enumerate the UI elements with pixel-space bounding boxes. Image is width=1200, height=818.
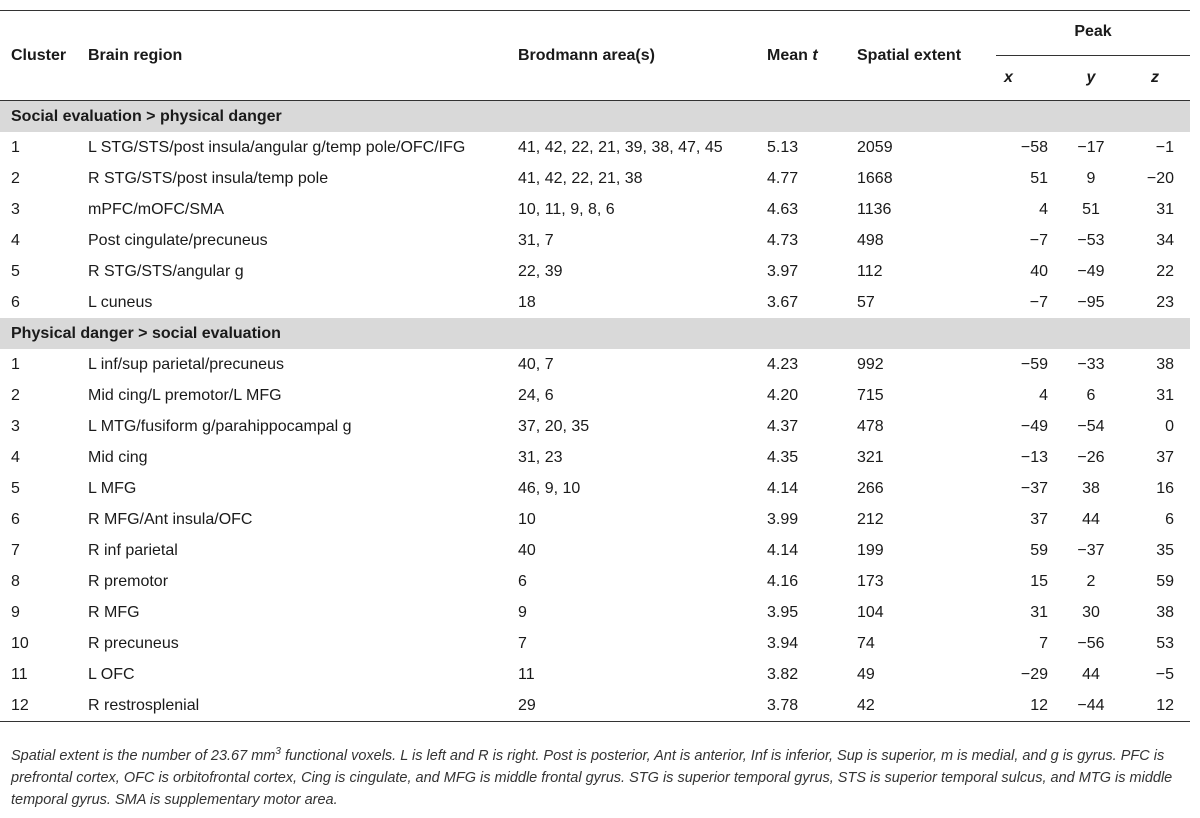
cell-peak-z: 37 bbox=[1156, 448, 1175, 466]
cell-peak-y: 44 bbox=[1082, 510, 1100, 528]
section-title: Social evaluation > physical danger bbox=[0, 101, 1190, 133]
cell-peak-z: 16 bbox=[1156, 479, 1175, 497]
cell-peak-x: 12 bbox=[996, 690, 1062, 722]
cell-peak-x: 4 bbox=[1039, 200, 1048, 218]
cell-peak-x: −29 bbox=[1020, 665, 1048, 683]
cell-peak-z: −20 bbox=[1146, 169, 1175, 187]
cell-mean-t: 4.20 bbox=[767, 386, 799, 404]
header-peak bbox=[996, 11, 1190, 57]
cell-peak-x: −37 bbox=[1020, 479, 1048, 497]
cell-brodmann: 10, 11, 9, 8, 6 bbox=[518, 200, 615, 218]
cell-mean-t: 3.82 bbox=[767, 665, 799, 683]
header-mean-t bbox=[767, 11, 857, 101]
cell-brodmann: 41, 42, 22, 21, 39, 38, 47, 45 bbox=[518, 138, 723, 156]
cell-cluster: 11 bbox=[11, 665, 28, 683]
cell-peak-z: 53 bbox=[1156, 634, 1175, 652]
cell-spatial-extent: 199 bbox=[857, 541, 884, 559]
cell-cluster: 3 bbox=[11, 200, 20, 218]
cell-brodmann: 24, 6 bbox=[518, 386, 554, 404]
cell-cluster: 8 bbox=[11, 572, 20, 590]
cell-mean-t: 4.63 bbox=[767, 200, 799, 218]
cell-peak-x: −49 bbox=[1020, 417, 1048, 435]
cell-peak-x: 4 bbox=[1039, 386, 1048, 404]
cell-brodmann: 29 bbox=[518, 690, 767, 722]
header-spatial-extent: Spatial extent bbox=[857, 46, 962, 64]
cell-cluster: 6 bbox=[11, 293, 20, 311]
cell-brain-region: L inf/sup parietal/precuneus bbox=[88, 355, 284, 373]
header-t-symbol: t bbox=[812, 46, 818, 64]
cell-cluster: 1 bbox=[11, 355, 20, 373]
cell-peak-y: 9 bbox=[1086, 169, 1096, 187]
cell-brodmann: 22, 39 bbox=[518, 262, 563, 280]
table-row bbox=[0, 194, 1190, 225]
cell-brain-region: R inf parietal bbox=[88, 541, 178, 559]
cell-brodmann: 6 bbox=[518, 572, 527, 590]
cell-peak-y: 44 bbox=[1082, 665, 1100, 683]
cell-mean-t: 4.37 bbox=[767, 417, 799, 435]
cell-peak-x: −13 bbox=[1020, 448, 1048, 466]
table-row bbox=[0, 163, 1190, 194]
cell-spatial-extent: 478 bbox=[857, 417, 884, 435]
cell-mean-t: 3.78 bbox=[767, 690, 857, 722]
cell-peak-z: 23 bbox=[1156, 293, 1175, 311]
cell-peak-z: 31 bbox=[1156, 386, 1175, 404]
cell-mean-t: 4.77 bbox=[767, 169, 799, 187]
header-cluster: Cluster bbox=[11, 46, 67, 64]
cell-mean-t: 4.23 bbox=[767, 355, 799, 373]
cell-spatial-extent: 42 bbox=[857, 690, 996, 722]
cell-peak-y: −56 bbox=[1077, 634, 1105, 652]
table-row bbox=[0, 504, 1190, 535]
cell-peak-z: 34 bbox=[1156, 231, 1175, 249]
cell-cluster: 2 bbox=[11, 386, 20, 404]
cell-peak-y: −49 bbox=[1077, 262, 1105, 280]
cell-spatial-extent: 1136 bbox=[857, 200, 892, 218]
cell-peak-y: −53 bbox=[1077, 231, 1105, 249]
table-row bbox=[0, 256, 1190, 287]
header-brain-region: Brain region bbox=[88, 46, 183, 64]
cell-peak-z: 12 bbox=[1120, 690, 1190, 722]
cell-brain-region: L cuneus bbox=[88, 293, 153, 311]
cell-brain-region: L STG/STS/post insula/angular g/temp pole/OFC/IFG bbox=[88, 138, 466, 156]
cell-brodmann: 31, 23 bbox=[518, 448, 563, 466]
footnote-superscript: 3 bbox=[275, 746, 281, 757]
table-row bbox=[0, 597, 1190, 628]
results-table bbox=[0, 10, 1190, 722]
cell-mean-t: 4.14 bbox=[767, 479, 799, 497]
cell-peak-z: 59 bbox=[1156, 572, 1175, 590]
cell-mean-t: 3.95 bbox=[767, 603, 799, 621]
section-row bbox=[0, 318, 1190, 349]
cell-cluster: 5 bbox=[11, 262, 20, 280]
cell-brodmann: 46, 9, 10 bbox=[518, 479, 581, 497]
cell-peak-y: 30 bbox=[1082, 603, 1100, 621]
cell-cluster: 4 bbox=[11, 231, 20, 249]
cell-mean-t: 3.99 bbox=[767, 510, 799, 528]
cell-peak-x: 7 bbox=[1039, 634, 1048, 652]
cell-peak-z: −5 bbox=[1155, 665, 1175, 683]
table-row bbox=[0, 566, 1190, 597]
footnote-text-start: Spatial extent is the number of 23.67 mm bbox=[11, 747, 276, 764]
cell-mean-t: 3.97 bbox=[767, 262, 799, 280]
cell-peak-x: −58 bbox=[1020, 138, 1048, 156]
cell-brain-region: L MTG/fusiform g/parahippocampal g bbox=[88, 417, 352, 435]
cell-peak-z: 6 bbox=[1165, 510, 1175, 528]
table-footnote bbox=[11, 741, 1186, 811]
header-peak-label: Peak bbox=[996, 11, 1190, 56]
cell-peak-z: 38 bbox=[1156, 355, 1175, 373]
cell-brain-region: R STG/STS/angular g bbox=[88, 262, 244, 280]
section-row bbox=[0, 101, 1190, 133]
cell-peak-y: −54 bbox=[1077, 417, 1105, 435]
cell-brain-region: Mid cing/L premotor/L MFG bbox=[88, 386, 282, 404]
cell-brodmann: 7 bbox=[518, 634, 527, 652]
cell-brain-region: R STG/STS/post insula/temp pole bbox=[88, 169, 329, 187]
cell-mean-t: 5.13 bbox=[767, 138, 799, 156]
cell-peak-z: 22 bbox=[1156, 262, 1175, 280]
cell-spatial-extent: 74 bbox=[857, 634, 875, 652]
table-row bbox=[0, 380, 1190, 411]
table-row bbox=[0, 628, 1190, 659]
cell-brain-region: R precuneus bbox=[88, 634, 179, 652]
cell-spatial-extent: 1668 bbox=[857, 169, 893, 187]
cell-peak-z: 31 bbox=[1156, 200, 1175, 218]
cell-brain-region: R restrosplenial bbox=[88, 690, 518, 722]
cell-cluster: 9 bbox=[11, 603, 20, 621]
cell-spatial-extent: 715 bbox=[857, 386, 884, 404]
cell-cluster: 6 bbox=[11, 510, 20, 528]
table-row bbox=[0, 132, 1190, 163]
cell-mean-t: 4.73 bbox=[767, 231, 799, 249]
header-brodmann: Brodmann area(s) bbox=[518, 46, 655, 64]
cell-brain-region: L OFC bbox=[88, 665, 135, 683]
cell-brodmann: 10 bbox=[518, 510, 536, 528]
cell-mean-t: 3.67 bbox=[767, 293, 799, 311]
cell-cluster: 10 bbox=[11, 634, 29, 652]
cell-mean-t: 4.16 bbox=[767, 572, 799, 590]
cell-peak-y: −44 bbox=[1062, 690, 1120, 722]
table-row bbox=[0, 690, 1190, 722]
cell-cluster: 4 bbox=[11, 448, 20, 466]
cell-mean-t: 3.94 bbox=[767, 634, 799, 652]
cell-brodmann: 18 bbox=[518, 293, 536, 311]
cell-brain-region: Post cingulate/precuneus bbox=[88, 231, 268, 249]
cell-spatial-extent: 992 bbox=[857, 355, 884, 373]
cell-cluster: 1 bbox=[11, 138, 20, 156]
cell-cluster: 3 bbox=[11, 417, 20, 435]
cell-brodmann: 9 bbox=[518, 603, 527, 621]
cell-brodmann: 40 bbox=[518, 541, 536, 559]
cell-peak-y: −95 bbox=[1077, 293, 1105, 311]
cell-peak-y: −37 bbox=[1077, 541, 1105, 559]
cell-brodmann: 37, 20, 35 bbox=[518, 417, 590, 435]
cell-peak-x: 40 bbox=[1030, 262, 1048, 280]
cell-brodmann: 31, 7 bbox=[518, 231, 554, 249]
cell-mean-t: 4.14 bbox=[767, 541, 799, 559]
cell-peak-y: −17 bbox=[1077, 138, 1105, 156]
cell-spatial-extent: 321 bbox=[857, 448, 884, 466]
table-row bbox=[0, 659, 1190, 690]
table-row bbox=[0, 287, 1190, 318]
cell-peak-x: 59 bbox=[1030, 541, 1048, 559]
cell-cluster: 7 bbox=[11, 541, 20, 559]
cell-peak-x: 15 bbox=[1030, 572, 1048, 590]
cell-peak-z: 38 bbox=[1156, 603, 1175, 621]
cell-spatial-extent: 49 bbox=[857, 665, 875, 683]
results-table-container bbox=[0, 10, 1190, 722]
cell-brodmann: 11 bbox=[518, 665, 535, 683]
table-row bbox=[0, 225, 1190, 256]
cell-brain-region: R MFG bbox=[88, 603, 140, 621]
cell-brain-region: R MFG/Ant insula/OFC bbox=[88, 510, 253, 528]
cell-cluster: 2 bbox=[11, 169, 20, 187]
cell-peak-z: −1 bbox=[1155, 138, 1175, 156]
table-row bbox=[0, 442, 1190, 473]
cell-brain-region: mPFC/mOFC/SMA bbox=[88, 200, 224, 218]
cell-peak-y: 2 bbox=[1086, 572, 1096, 590]
cell-spatial-extent: 173 bbox=[857, 572, 884, 590]
cell-peak-y: 38 bbox=[1082, 479, 1100, 497]
cell-cluster: 12 bbox=[0, 690, 88, 722]
cell-spatial-extent: 266 bbox=[857, 479, 884, 497]
cell-brodmann: 41, 42, 22, 21, 38 bbox=[518, 169, 643, 187]
cell-peak-x: −7 bbox=[1029, 293, 1048, 311]
cell-peak-y: −26 bbox=[1077, 448, 1105, 466]
header-mean-label: Mean bbox=[767, 46, 813, 64]
section-title: Physical danger > social evaluation bbox=[0, 318, 1190, 349]
cell-spatial-extent: 2059 bbox=[857, 138, 893, 156]
cell-peak-y: 51 bbox=[1082, 200, 1100, 218]
header-peak-x: x bbox=[1004, 69, 1013, 86]
cell-peak-z: 35 bbox=[1156, 541, 1175, 559]
cell-brain-region: R premotor bbox=[88, 572, 169, 590]
table-row bbox=[0, 411, 1190, 442]
cell-spatial-extent: 212 bbox=[857, 510, 884, 528]
cell-peak-x: −59 bbox=[1020, 355, 1048, 373]
cell-brain-region: Mid cing bbox=[88, 448, 148, 466]
cell-peak-y: 6 bbox=[1086, 386, 1096, 404]
cell-peak-x: 37 bbox=[1030, 510, 1048, 528]
cell-peak-x: 51 bbox=[1030, 169, 1048, 187]
header-peak-z: z bbox=[1151, 69, 1159, 86]
footnote-text-end: functional voxels. L is left and R is right. Post is posterior, Ant is anterior, Inf is inferior, Sup is superior, m is medial, and g is gyrus. PFC is prefrontal cortex, OFC is orbitofrontal cortex, Cing is cingulate, and MFG is middle frontal gyrus. STG is superior temporal gyrus, STS is superior temporal sulcus, and MTG is middle temporal gyrus. SMA is supplementary motor area. bbox=[11, 747, 1173, 808]
table-row bbox=[0, 473, 1190, 504]
table-header bbox=[0, 11, 1190, 101]
cell-brodmann: 40, 7 bbox=[518, 355, 554, 373]
cell-spatial-extent: 57 bbox=[857, 293, 875, 311]
cell-spatial-extent: 498 bbox=[857, 231, 884, 249]
table-row bbox=[0, 349, 1190, 380]
cell-brain-region: L MFG bbox=[88, 479, 137, 497]
cell-spatial-extent: 112 bbox=[857, 262, 883, 280]
table-body bbox=[0, 101, 1190, 722]
cell-spatial-extent: 104 bbox=[857, 603, 884, 621]
cell-peak-x: 31 bbox=[1030, 603, 1048, 621]
header-peak-y: y bbox=[1086, 69, 1096, 86]
cell-cluster: 5 bbox=[11, 479, 20, 497]
cell-peak-y: −33 bbox=[1077, 355, 1105, 373]
cell-mean-t: 4.35 bbox=[767, 448, 799, 466]
table-row bbox=[0, 535, 1190, 566]
cell-peak-z: 0 bbox=[1165, 417, 1175, 435]
cell-peak-x: −7 bbox=[1029, 231, 1048, 249]
